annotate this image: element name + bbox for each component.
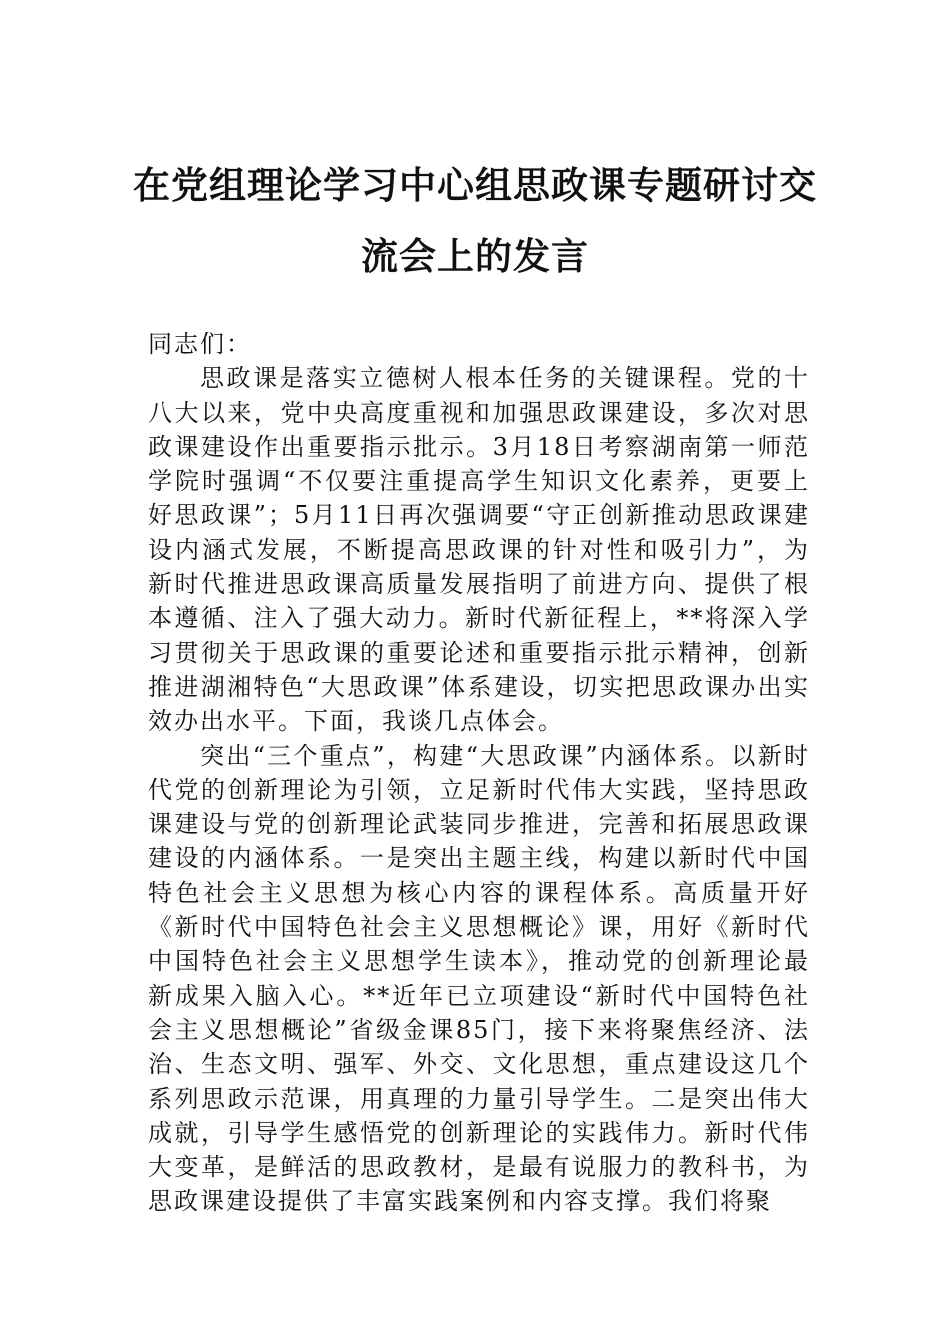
paragraph-2: 突出“三个重点”，构建“大思政课”内涵体系。以新时代党的创新理论为引领，立足新时代伟大实践，坚持思政课建设与党的创新理论武装同步推进，完善和拓展思政课建设的内涵体系。一是突出主题主线，构建以新时代中国特色社会主义思想为核心内容的课程体系。高质量开好《新时代中国特色社会主义思想概论》课，用好《新时代中国特色社会主义思想学生读本》，推动党的创新理论最新成果入脑入心。**近年已立项建设“新时代中国特色社会主义思想概论”省级金课85门，接下来将聚焦经济、法治、生态文明、强军、外交、文化思想，重点建设这几个系列思政示范课，用真理的力量引导学生。二是突出伟大成就，引导学生感悟党的创新理论的实践伟力。新时代伟大变革，是鲜活的思政教材，是最有说服力的教科书，为思政课建设提供了丰富实践案例和内容支撑。我们将聚: [148, 741, 810, 1216]
salutation: 同志们：: [148, 330, 252, 358]
paragraph-1: 思政课是落实立德树人根本任务的关键课程。党的十八大以来，党中央高度重视和加强思政课建设，多次对思政课建设作出重要指示批示。3月18日考察湖南第一师范学院时强调“不仅要注重提高学生知识文化素养，更要上好思政课”；5月11日再次强调要“守正创新推动思政课建设内涵式发展，不断提高思政课的针对性和吸引力”，为新时代推进思政课高质量发展指明了前进方向、提供了根本遵循、注入了强大动力。新时代新征程上，**将深入学习贯彻关于思政课的重要论述和重要指示批示精神，创新推进湖湘特色“大思政课”体系建设，切实把思政课办出实效办出水平。下面，我谈几点体会。: [148, 364, 810, 736]
document-body: [148, 327, 810, 1219]
document-title: 在党组理论学习中心组思政课专题研讨交流会上的发言: [133, 163, 817, 278]
